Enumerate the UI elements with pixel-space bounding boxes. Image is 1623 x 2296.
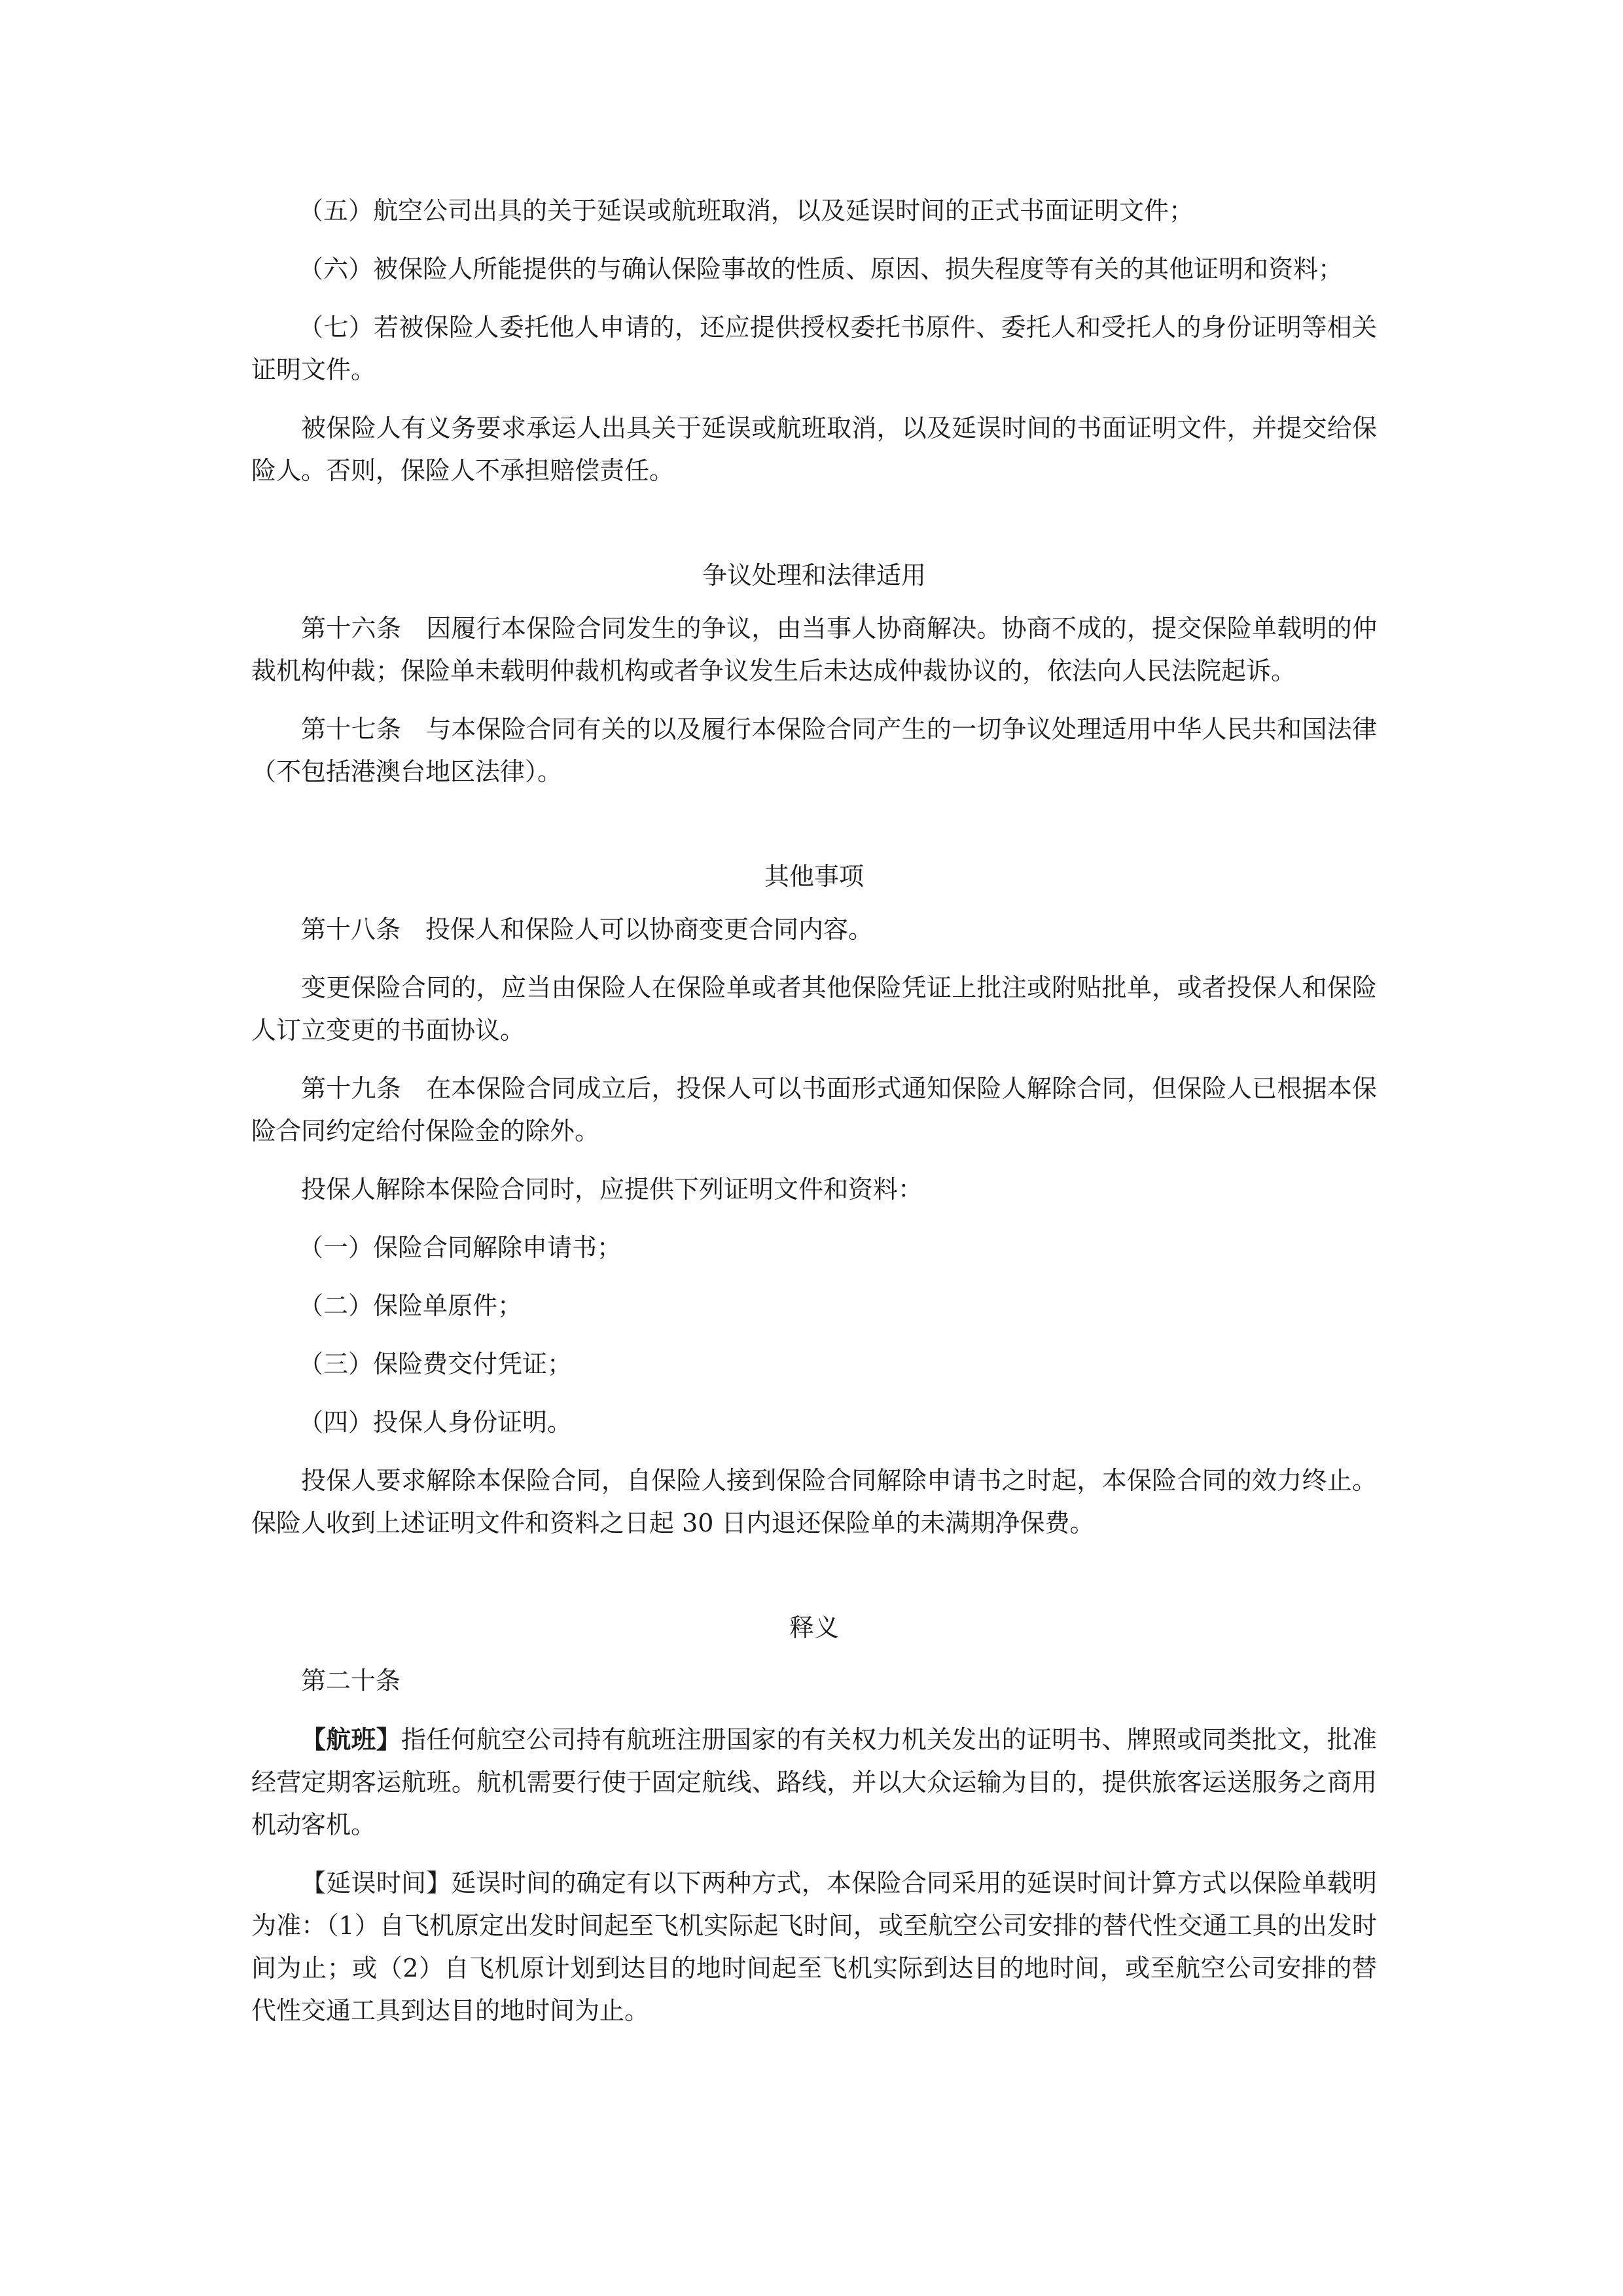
item-6: （六）被保险人所能提供的与确认保险事故的性质、原因、损失程度等有关的其他证明和资料； xyxy=(298,255,1344,283)
article-20: 第二十条 xyxy=(301,1666,401,1695)
article-19: 第十九条 在本保险合同成立后，投保人可以书面形式通知保险人解除合同，但保险人已根据本保险合同约定给付保险金的除外。 xyxy=(251,1074,1377,1145)
item-7: （七）若被保险人委托他人申请的，还应提供授权委托书原件、委托人和受托人的身份证明等相关证明文件。 xyxy=(251,313,1377,384)
claim-closing-paragraph: 被保险人有义务要求承运人出具关于延误或航班取消，以及延误时间的书面证明文件，并提交给保险人。否则，保险人不承担赔偿责任。 xyxy=(251,414,1377,485)
article-16: 第十六条 因履行本保险合同发生的争议，由当事人协商解决。协商不成的，提交保险单载明的仲裁机构仲裁；保险单未载明仲裁机构或者争议发生后未达成仲裁协议的，依法向人民法院起诉。 xyxy=(251,614,1377,685)
document-page xyxy=(251,190,1377,2032)
delay-definition-text: 延误时间的确定有以下两种方式，本保险合同采用的延误时间计算方式以保险单载明为准：（1）自飞机原定出发时间起至飞机实际起飞时间，或至航空公司安排的替代性交通工具的出发时间为止；或（2）自飞机原计划到达目的地时间起至飞机实际到达目的地时间，或至航空公司安排的替代性交通工具到达目的地时间为止。 xyxy=(251,1869,1377,2025)
delay-term: 【延误时间】 xyxy=(301,1869,452,1897)
termination-doc-item: （三）保险费交付凭证； xyxy=(298,1350,573,1378)
other-matters-heading: 其他事项 xyxy=(764,862,864,891)
article-18: 第十八条 投保人和保险人可以协商变更合同内容。 xyxy=(301,915,874,944)
termination-doc-item: （二）保险单原件； xyxy=(298,1291,523,1320)
item-5: （五）航空公司出具的关于延误或航班取消，以及延误时间的正式书面证明文件； xyxy=(298,196,1194,225)
dispute-heading: 争议处理和法律适用 xyxy=(702,561,926,590)
flight-definition xyxy=(251,1718,1377,1846)
flight-definition-text: 指任何航空公司持有航班注册国家的有关权力机关发出的证明书、牌照或同类批文，批准经营定期客运航班。航机需要行使于固定航线、路线，并以大众运输为目的，提供旅客运送服务之商用机动客机。 xyxy=(251,1725,1377,1839)
termination-docs-intro: 投保人解除本保险合同时，应提供下列证明文件和资料： xyxy=(301,1175,923,1204)
definitions-heading: 释义 xyxy=(789,1613,839,1642)
flight-term: 【航班】 xyxy=(301,1725,401,1754)
termination-paragraph: 投保人要求解除本保险合同，自保险人接到保险合同解除申请书之时起，本保险合同的效力终止。保险人收到上述证明文件和资料之日起 30 日内退还保险单的未满期净保费。 xyxy=(251,1466,1377,1537)
delay-time-definition xyxy=(251,1862,1377,2032)
article-17: 第十七条 与本保险合同有关的以及履行本保险合同产生的一切争议处理适用中华人民共和国法律（不包括港澳台地区法律）。 xyxy=(251,715,1377,786)
termination-doc-item: （一）保险合同解除申请书； xyxy=(298,1233,622,1262)
contract-change-paragraph: 变更保险合同的，应当由保险人在保险单或者其他保险凭证上批注或附贴批单，或者投保人和保险人订立变更的书面协议。 xyxy=(251,973,1377,1045)
termination-doc-item: （四）投保人身份证明。 xyxy=(298,1408,573,1437)
